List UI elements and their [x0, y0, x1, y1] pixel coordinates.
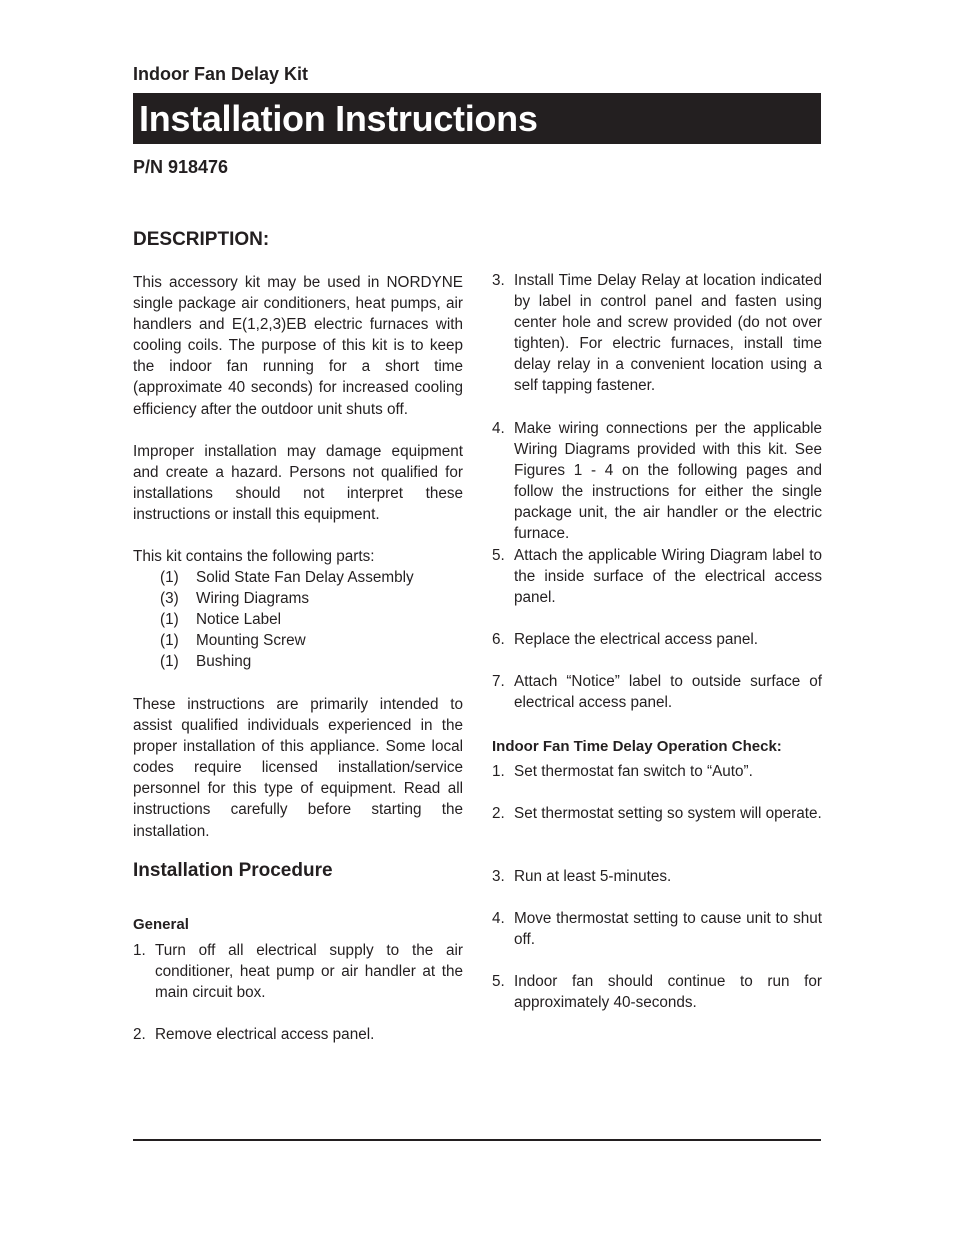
part-qty: (1): [160, 632, 179, 650]
title-bar: [133, 93, 821, 144]
check-steps-5: [492, 971, 822, 1013]
procedure-heading: Installation Procedure: [133, 860, 333, 881]
document-title: Installation Instructions: [139, 98, 538, 139]
procedure-step: [492, 671, 822, 713]
part-name: Wiring Diagrams: [196, 590, 310, 608]
step-number: 1.: [492, 763, 505, 780]
step-number: 3.: [492, 868, 505, 885]
parts-list: [133, 567, 463, 672]
step-number: 5.: [492, 547, 505, 564]
description-heading: DESCRIPTION:: [133, 229, 270, 250]
parts-list-item: [160, 609, 463, 630]
description-paragraph-2: Improper installation may damage equipment and create a hazard. Persons not qualified for installations should not interpret these instructions or install this equipment.: [133, 443, 463, 524]
step-number: 4.: [492, 420, 505, 437]
footer-rule: [133, 1139, 821, 1141]
step-text: Run at least 5-minutes.: [514, 868, 672, 885]
check-step-3-block: [492, 866, 822, 887]
procedure-steps-right-7: [492, 671, 822, 713]
step-1-block: [133, 940, 463, 1003]
step-text: Remove electrical access panel.: [155, 1026, 375, 1043]
check-step: [492, 803, 822, 824]
procedure-step: [492, 545, 822, 608]
parts-list-item: [160, 630, 463, 651]
check-step: [492, 866, 822, 887]
step-text: Move thermostat setting to cause unit to shut off.: [514, 910, 822, 949]
part-qty: (1): [160, 611, 179, 629]
general-block: [133, 914, 463, 935]
step-5-block: [492, 545, 822, 608]
check-steps: [492, 761, 822, 782]
kit-title: Indoor Fan Delay Kit: [133, 64, 309, 84]
step-text: Install Time Delay Relay at location indicated by label in control panel and fasten using center hole and screw provided (do not over tighten). For electric furnaces, install time delay relay in a convenient location using a self tapping fastener.: [514, 272, 822, 395]
check-step: [492, 761, 822, 782]
parts-block: [133, 546, 463, 673]
part-name: Mounting Screw: [196, 632, 306, 650]
step-number: 4.: [492, 910, 505, 927]
step-number: 7.: [492, 673, 505, 690]
check-step-5-block: [492, 971, 822, 1013]
check-heading-block: [492, 736, 822, 757]
step-6-block: [492, 629, 822, 650]
part-qty: (1): [160, 653, 179, 671]
step-text: Set thermostat fan switch to “Auto”.: [514, 763, 753, 780]
parts-intro: This kit contains the following parts:: [133, 548, 375, 565]
step-7-block: [492, 671, 822, 713]
procedure-step: [492, 418, 822, 545]
step-text: Attach the applicable Wiring Diagram label to the inside surface of the electrical access panel.: [514, 547, 822, 607]
step-text: Turn off all electrical supply to the air conditioner, heat pump or air handler at the main circuit box.: [155, 942, 463, 1002]
parts-list-item: [160, 651, 463, 672]
step-number: 2.: [492, 805, 505, 822]
check-step: [492, 908, 822, 950]
part-name: Solid State Fan Delay Assembly: [196, 569, 414, 587]
step-number: 6.: [492, 631, 505, 648]
check-step-2-block: [492, 803, 822, 824]
check-steps-2: [492, 803, 822, 824]
check-step-4-block: [492, 908, 822, 950]
general-heading: General: [133, 916, 189, 933]
procedure-step: [492, 629, 822, 650]
check-steps-4: [492, 908, 822, 950]
step-number: 2.: [133, 1026, 146, 1043]
step-4-block: [492, 418, 822, 545]
step-2-block: [133, 1024, 463, 1045]
part-qty: (1): [160, 569, 179, 587]
step-3-block: [492, 270, 822, 397]
description-paragraph-2-block: [133, 441, 463, 525]
part-name: Bushing: [196, 653, 252, 671]
step-number: 3.: [492, 272, 505, 289]
step-text: Set thermostat setting so system will operate.: [514, 805, 822, 822]
description-paragraph-1: This accessory kit may be used in NORDYNE single package air conditioners, heat pumps, air handlers and E(1,2,3)EB electric furnaces with cooling coils. The purpose of this kit is to keep the indoor fan running for a short time (approximate 40 seconds) for increased cooling efficiency after the outdoor unit shuts off.: [133, 274, 463, 418]
procedure-step: [133, 1024, 463, 1045]
procedure-steps-right: [492, 270, 822, 397]
part-number: P/N 918476: [133, 157, 229, 177]
check-step: [492, 971, 822, 1013]
part-name: Notice Label: [196, 611, 282, 629]
part-qty: (3): [160, 590, 179, 608]
description-paragraph-1-block: [133, 272, 463, 420]
parts-list-item: [160, 588, 463, 609]
procedure-steps-right-6: [492, 629, 822, 650]
check-steps-3: [492, 866, 822, 887]
description-paragraph-3-block: [133, 694, 463, 842]
parts-list-item: [160, 567, 463, 588]
procedure-steps-right-5: [492, 545, 822, 608]
description-paragraph-3: These instructions are primarily intended to assist qualified individuals experienced in the proper installation of this appliance. Some local codes require licensed installation/service personnel for this type of equipment. Read all instructions carefully before starting the installation.: [133, 696, 463, 840]
check-heading: Indoor Fan Time Delay Operation Check:: [492, 738, 782, 755]
step-text: Replace the electrical access panel.: [514, 631, 759, 648]
step-number: 1.: [133, 942, 146, 959]
check-step-1-block: [492, 761, 822, 782]
step-text: Attach “Notice” label to outside surface of electrical access panel.: [514, 673, 822, 712]
procedure-step: [492, 270, 822, 397]
procedure-steps-right-4: [492, 418, 822, 545]
procedure-steps-left: [133, 940, 463, 1003]
step-number: 5.: [492, 973, 505, 990]
procedure-steps-left-2: [133, 1024, 463, 1045]
step-text: Make wiring connections per the applicable Wiring Diagrams provided with this kit. See Figures 1 - 4 on the following pages and follow the instructions for either the single package unit, the air handler or the electric furnace.: [514, 420, 822, 543]
procedure-step: [133, 940, 463, 1003]
step-text: Indoor fan should continue to run for approximately 40-seconds.: [514, 973, 822, 1012]
